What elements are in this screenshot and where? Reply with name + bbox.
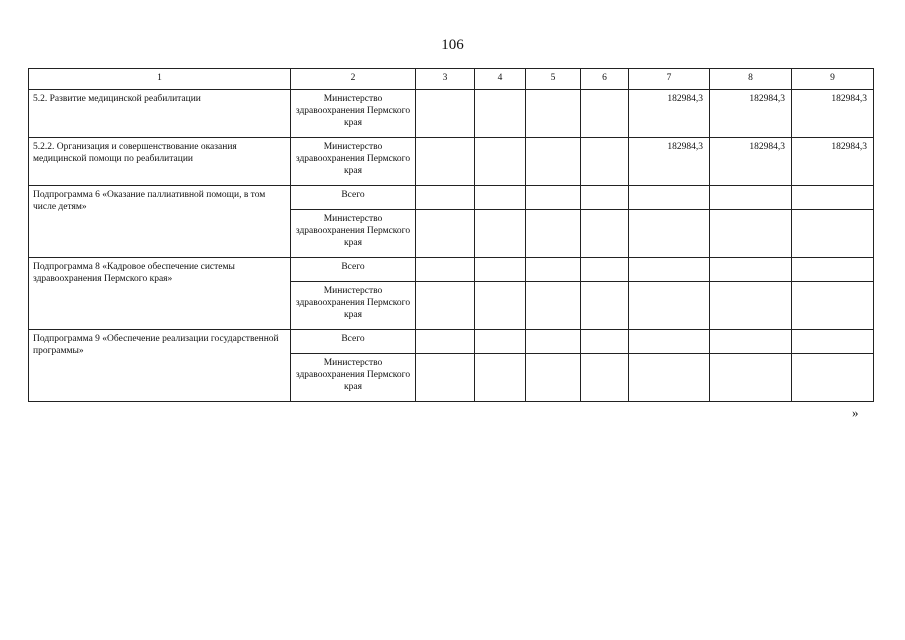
row-name: 5.2.2. Организация и совершенствование оказания медицинской помощи по реабилитации <box>29 138 291 186</box>
value-cell <box>581 138 629 186</box>
value-cell <box>581 90 629 138</box>
value-cell <box>475 90 526 138</box>
budget-table <box>28 68 874 402</box>
value-cell <box>526 90 581 138</box>
total-label: Всего <box>291 330 416 354</box>
closing-quote-mark: » <box>852 405 859 420</box>
value-cell <box>416 138 475 186</box>
table-row <box>29 138 874 186</box>
agency-cell: Министерство здравоохранения Пермского края <box>291 354 416 402</box>
row-name: Подпрограмма 6 «Оказание паллиативной помощи, в том числе детям» <box>29 186 291 258</box>
table-row <box>29 90 874 138</box>
value-cell <box>416 90 475 138</box>
agency-cell: Министерство здравоохранения Пермского края <box>291 210 416 258</box>
column-header: 2 <box>291 69 416 90</box>
row-name: 5.2. Развитие медицинской реабилитации <box>29 90 291 138</box>
table-row <box>29 330 874 354</box>
column-header: 7 <box>629 69 710 90</box>
value-cell <box>526 138 581 186</box>
table-header-row <box>29 69 874 90</box>
value-cell: 182984,3 <box>710 138 792 186</box>
value-cell <box>475 138 526 186</box>
value-cell: 182984,3 <box>629 90 710 138</box>
total-label: Всего <box>291 186 416 210</box>
column-header: 3 <box>416 69 475 90</box>
value-cell: 182984,3 <box>710 90 792 138</box>
table-row <box>29 258 874 282</box>
column-header: 8 <box>710 69 792 90</box>
row-name: Подпрограмма 8 «Кадровое обеспечение системы здравоохранения Пермского края» <box>29 258 291 330</box>
table-row <box>29 186 874 210</box>
column-header: 4 <box>475 69 526 90</box>
page-number: 106 <box>441 37 464 53</box>
value-cell: 182984,3 <box>792 138 874 186</box>
row-name: Подпрограмма 9 «Обеспечение реализации государственной программы» <box>29 330 291 402</box>
agency-cell: Министерство здравоохранения Пермского края <box>291 282 416 330</box>
agency-cell: Министерство здравоохранения Пермского края <box>291 90 416 138</box>
total-label: Всего <box>291 258 416 282</box>
value-cell: 182984,3 <box>792 90 874 138</box>
value-cell: 182984,3 <box>629 138 710 186</box>
column-header: 5 <box>526 69 581 90</box>
column-header: 6 <box>581 69 629 90</box>
agency-cell: Министерство здравоохранения Пермского края <box>291 138 416 186</box>
column-header: 1 <box>29 69 291 90</box>
column-header: 9 <box>792 69 874 90</box>
